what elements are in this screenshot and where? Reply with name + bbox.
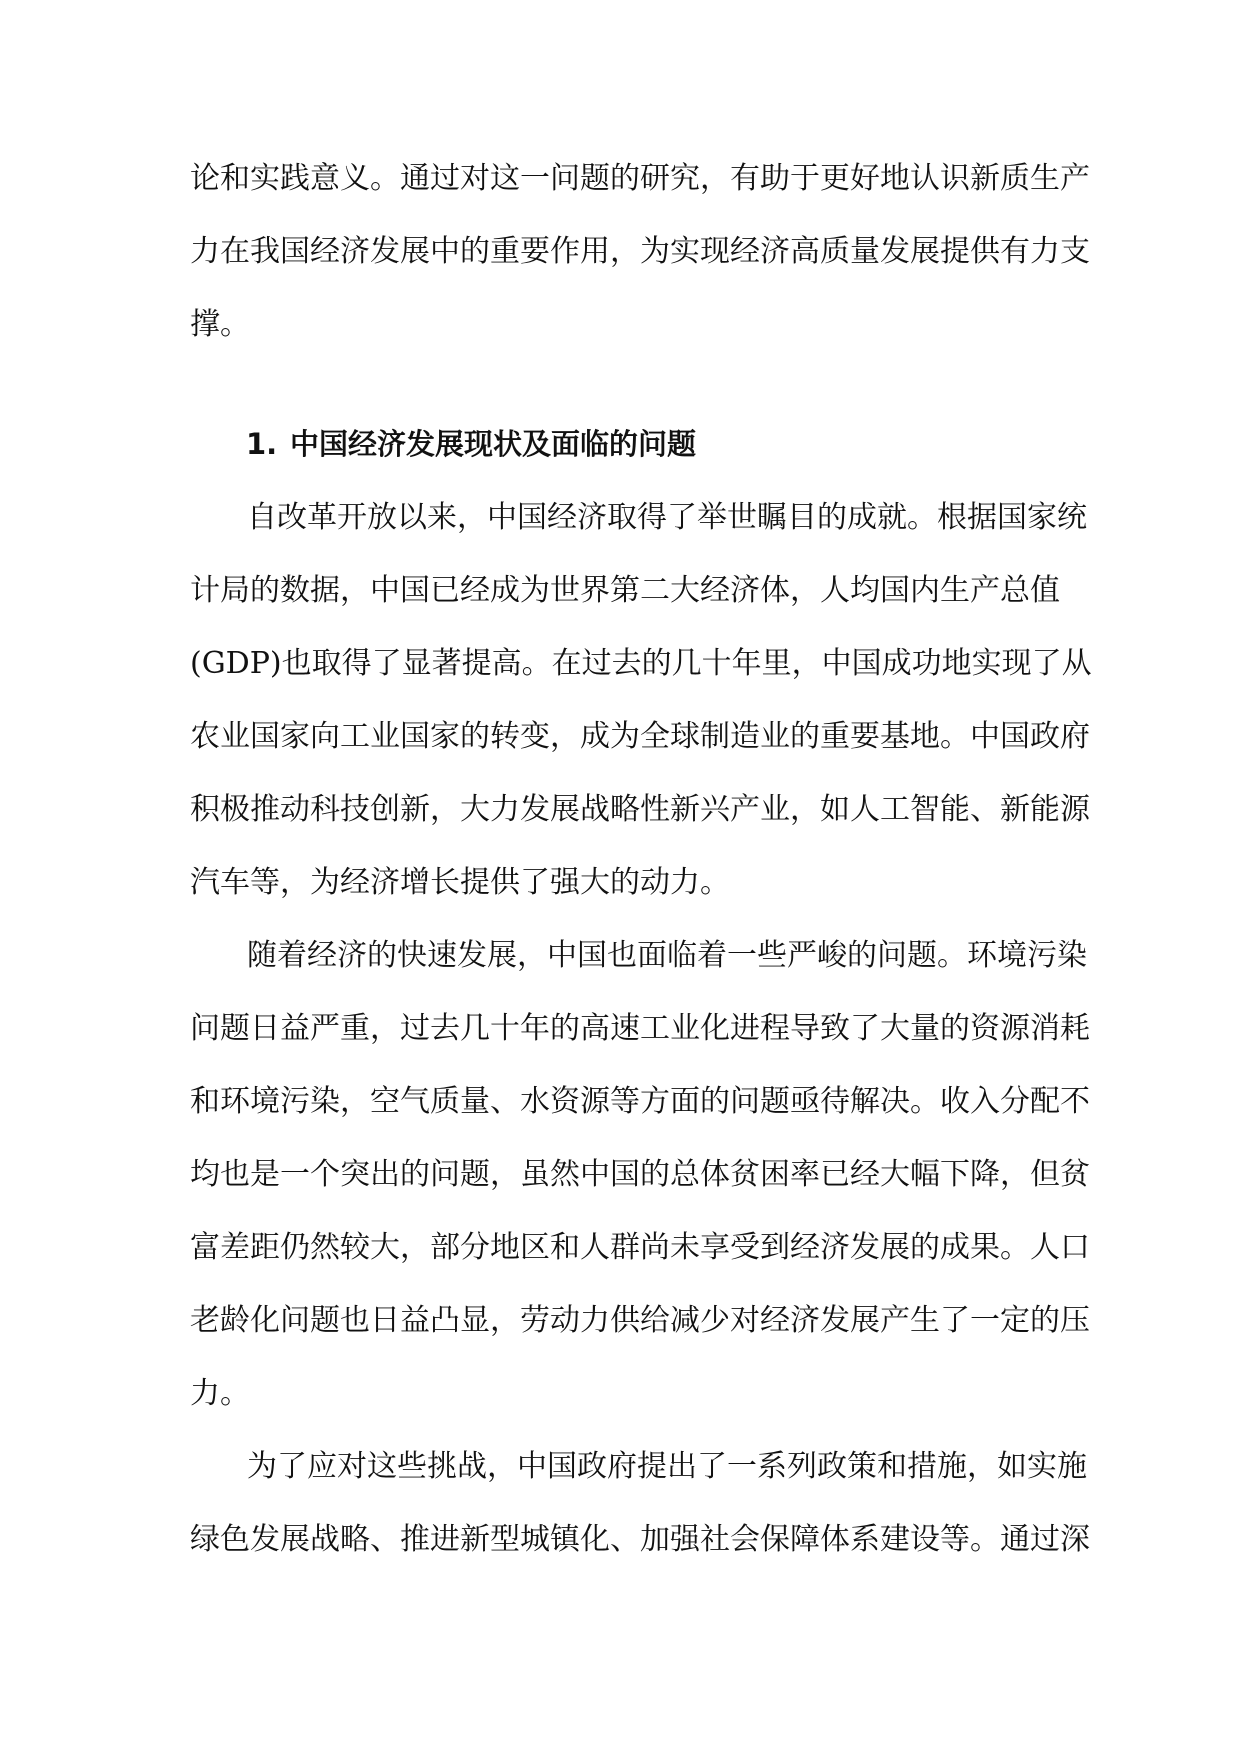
text-line: 论和实践意义。通过对这一问题的研究，有助于更好地认识新质生产	[190, 161, 1090, 196]
text-line: 富差距仍然较大，部分地区和人群尚未享受到经济发展的成果。人口	[190, 1230, 1090, 1265]
text-line: 老龄化问题也日益凸显，劳动力供给减少对经济发展产生了一定的压	[190, 1303, 1090, 1338]
text-line: 随着经济的快速发展，中国也面临着一些严峻的问题。环境污染	[247, 938, 1087, 973]
text-line: 积极推动科技创新，大力发展战略性新兴产业，如人工智能、新能源	[190, 792, 1090, 827]
spacer	[190, 361, 1050, 408]
text-line: 计局的数据，中国已经成为世界第二大经济体，人均国内生产总值	[190, 573, 1060, 608]
text-line: 力。	[190, 1376, 250, 1411]
intro-paragraph	[190, 142, 1090, 361]
text-line: 问题日益严重，过去几十年的高速工业化进程导致了大量的资源消耗	[190, 1011, 1090, 1046]
text-line: 自改革开放以来，中国经济取得了举世瞩目的成就。根据国家统	[247, 500, 1087, 535]
text-line: 农业国家向工业国家的转变，成为全球制造业的重要基地。中国政府	[190, 719, 1090, 754]
section-number: 1.	[246, 427, 278, 461]
paragraph-3	[190, 1430, 1090, 1576]
text-line: 绿色发展战略、推进新型城镇化、加强社会保障体系建设等。通过深	[190, 1522, 1090, 1557]
text-line: 均也是一个突出的问题，虽然中国的总体贫困率已经大幅下降，但贫	[190, 1157, 1090, 1192]
text-line: 为了应对这些挑战，中国政府提出了一系列政策和措施，如实施	[247, 1449, 1087, 1484]
paragraph-1	[190, 481, 1092, 919]
text-line: 汽车等，为经济增长提供了强大的动力。	[190, 865, 730, 900]
section-title: 中国经济发展现状及面临的问题	[290, 427, 697, 461]
text-line: 撑。	[190, 307, 250, 342]
text-line: (GDP)也取得了显著提高。在过去的几十年里，中国成功地实现了从	[190, 646, 1092, 681]
section-heading	[190, 408, 1050, 481]
text-line: 和环境污染，空气质量、水资源等方面的问题亟待解决。收入分配不	[190, 1084, 1090, 1119]
paragraph-2	[190, 919, 1090, 1430]
document-body	[190, 142, 1092, 1576]
text-line: 力在我国经济发展中的重要作用，为实现经济高质量发展提供有力支	[190, 234, 1090, 269]
